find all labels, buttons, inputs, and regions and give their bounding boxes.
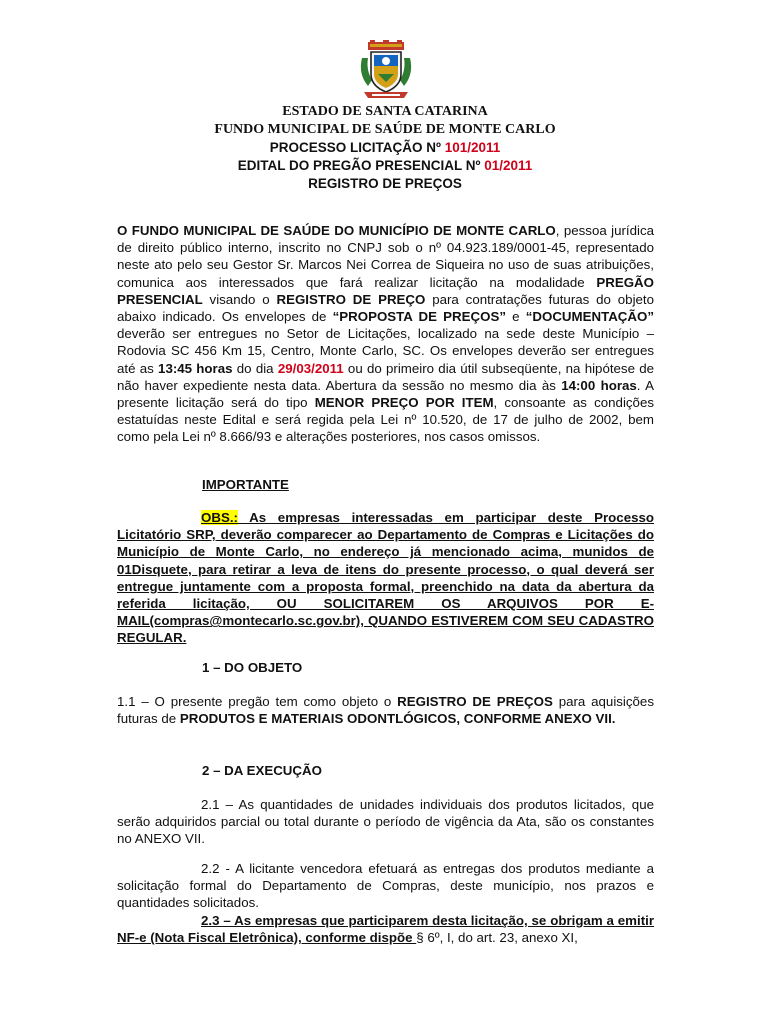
intro-time-2: 14:00 horas [561,377,637,393]
intro-date: 29/03/2011 [277,360,344,376]
intro-text-9: , consoante as condições estatuídas neste Edital e será regida pela Lei nº 10.520, de 17 de julho de 2002, bem como pela Lei nº 8.666/93 e alterações posteriores, nos casos omissos. [117,395,654,445]
intro-text-8: . A presente licitação será do tipo [117,377,654,411]
edital-number: 01/2011 [484,158,533,173]
s1-text-pre: 1.1 – O presente pregão tem como objeto o [117,694,398,709]
header-edital [0,157,770,175]
obs-paragraph [117,509,654,647]
section-1-title: 1 – DO OBJETO [202,660,303,675]
s1-text-mid: para aquisições futuras de [117,694,654,727]
intro-type: MENOR PREÇO POR ITEM [314,395,494,411]
header-registry: REGISTRO DE PREÇOS [308,176,462,191]
intro-modality: PREGÃO PRESENCIAL [117,274,654,307]
header-process [0,139,770,157]
obs-text: As empresas interessadas em participar deste Processo Licitatório SRP, deverão comparecer ao Departamento de Compras e Licitações do Município de Monte Carlo, no endereço já mencionado acima, munidos de 01Disquete, para retirar a leva de itens do presente processo, o qual deverá ser entregue juntamente com a proposta formal, preenchido na data da abertura da referida licitação, OU SOLICITAREM OS ARQUIVOS POR E-MAIL(compras@montecarlo.sc.gov.br), QUANDO ESTIVEREM COM SEU CADASTRO REGULAR. [117,510,654,646]
s1-registry: REGISTRO DE PREÇOS [397,694,553,709]
s2-3-rest: § 6º, I, do art. 23, anexo XI, [416,930,578,946]
intro-text-5: deverão ser entregues no Setor de Licitações, localizado na sede deste Município – Rodovia SC 456 Km 15, Centro, Monte Carlo, SC. Os envelopes deverão ser entregues até as [117,326,654,376]
process-prefix: PROCESSO LICITAÇÃO Nº [269,140,445,155]
section-1-1-paragraph [117,693,654,727]
intro-text-6: do dia [232,360,278,376]
s1-products: PRODUTOS E MATERIAIS ODONTLÓGICOS, CONFORME ANEXO VII. [179,711,616,727]
intro-envelope-1: “PROPOSTA DE PREÇOS” [332,309,506,325]
intro-text-2: visando o [202,291,277,307]
section-2-1-paragraph: 2.1 – As quantidades de unidades individuais dos produtos licitados, que serão adquiridos parcial ou total durante o período de vigência da Ata, são os constantes no ANEXO VII. [117,797,654,847]
municipal-coat-of-arms-icon [358,40,414,102]
intro-text-1: , pessoa jurídica de direito público interno, inscrito no CNPJ sob o nº 04.923.189/0001-45, representado neste ato pelo seu Gestor Sr. Marcos Nei Correa de Siqueira no uso de suas atribuições, comunica aos interessados que fará realizar licitação na modalidade [117,223,655,290]
intro-text-3: para contratações futuras do objeto abaixo indicado. Os envelopes de [117,291,655,325]
edital-prefix: EDITAL DO PREGÃO PRESENCIAL Nº [237,158,485,173]
intro-register: REGISTRO DE PREÇO [276,291,426,307]
header-fund: FUNDO MUNICIPAL DE SAÚDE DE MONTE CARLO [214,122,556,137]
section-2-3-paragraph [117,912,654,946]
process-number: 101/2011 [444,140,501,155]
intro-envelope-2: “DOCUMENTAÇÃO” [525,309,654,325]
section-2-title: 2 – DA EXECUÇÃO [202,763,322,778]
section-2-2-paragraph: 2.2 - A licitante vencedora efetuará as entregas dos produtos mediante a solicitação formal do Departamento de Compras, deste município, nos prazos e quantidades solicitados. [117,861,654,911]
header-state: ESTADO DE SANTA CATARINA [282,104,488,119]
s2-3-underlined: 2.3 – As empresas que participarem desta licitação, se obrigam a emitir NF-e (Nota Fiscal Eletrônica), conforme dispõe [117,913,654,946]
intro-text-4: e [506,309,526,325]
intro-time-1: 13:45 horas [158,360,233,376]
intro-org: O FUNDO MUNICIPAL DE SAÚDE DO MUNICÍPIO DE MONTE CARLO [117,223,556,238]
obs-label: OBS.: [201,510,238,525]
intro-text-7: ou do primeiro dia útil subseqüente, na hipótese de não haver expediente nesta data. Abertura da sessão no mesmo dia às [117,360,655,393]
important-heading: IMPORTANTE [202,477,289,492]
intro-paragraph [117,222,654,446]
